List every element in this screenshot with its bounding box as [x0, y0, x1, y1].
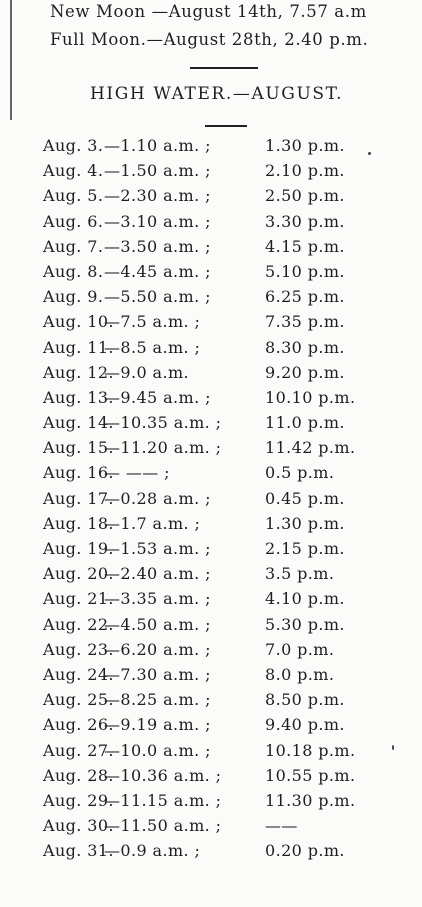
print-speck [368, 152, 371, 155]
section-divider [190, 67, 258, 69]
tide-date: Aug. 8. [43, 261, 104, 281]
tide-pm-time: 0.20 p.m. [265, 841, 345, 861]
tide-am-time: —1.7 a.m. ; [104, 513, 201, 533]
column-rule [10, 0, 12, 120]
tide-am-time: —8.5 a.m. ; [104, 337, 201, 357]
tide-am-time: —10.36 a.m. ; [104, 765, 222, 785]
tide-row [0, 816, 422, 841]
tide-row [0, 312, 422, 337]
tide-row [0, 338, 422, 363]
tide-date: Aug. 12. [43, 362, 114, 382]
tide-am-time: —7.5 a.m. ; [104, 312, 201, 332]
tide-pm-time: 3.30 p.m. [265, 211, 345, 231]
tide-date: Aug. 22. [43, 614, 114, 634]
tide-row [0, 741, 422, 766]
tide-date: Aug. 27. [43, 740, 114, 760]
high-water-heading: HIGH WATER.—AUGUST. [90, 84, 344, 104]
tide-pm-time: 11.30 p.m. [265, 790, 356, 810]
tide-am-time: —3.10 a.m. ; [104, 211, 211, 231]
tide-date: Aug. 9. [43, 287, 104, 307]
tide-am-time: —5.50 a.m. ; [104, 287, 211, 307]
tide-am-time: —7.30 a.m. ; [104, 664, 211, 684]
tide-am-time: —1.10 a.m. ; [104, 136, 211, 155]
tide-date: Aug. 6. [43, 211, 104, 231]
tide-am-time: —4.50 a.m. ; [104, 614, 211, 634]
tide-am-time: —2.40 a.m. ; [104, 564, 211, 584]
tide-row [0, 589, 422, 614]
tide-pm-time: 4.15 p.m. [265, 236, 345, 256]
tide-am-time: —11.50 a.m. ; [104, 816, 222, 836]
tide-date: Aug. 24. [43, 664, 114, 684]
tide-pm-time: 10.18 p.m. [265, 740, 356, 760]
tide-am-time: —9.0 a.m. [104, 362, 190, 382]
tide-row [0, 388, 422, 413]
tide-date: Aug. 5. [43, 186, 104, 206]
tide-row [0, 413, 422, 438]
tide-pm-time: 8.50 p.m. [265, 690, 345, 710]
tide-pm-time: 8.0 p.m. [265, 664, 335, 684]
tide-pm-time: 9.40 p.m. [265, 715, 345, 735]
tide-date: Aug. 31. [43, 841, 114, 861]
tide-row [0, 212, 422, 237]
tide-row [0, 665, 422, 690]
tide-pm-time: 7.35 p.m. [265, 312, 345, 332]
tide-pm-time: 5.10 p.m. [265, 261, 345, 281]
tide-pm-time: 9.20 p.m. [265, 362, 345, 382]
tide-date: Aug. 4. [43, 161, 104, 181]
tide-date: Aug. 19. [43, 539, 114, 558]
tide-row [0, 438, 422, 463]
tide-date: Aug. 10. [43, 312, 114, 332]
tide-date: Aug. 3. [43, 136, 104, 155]
tide-am-time: —1.50 a.m. ; [104, 161, 211, 181]
tide-row [0, 489, 422, 514]
tide-am-time: —2.30 a.m. ; [104, 186, 211, 206]
tide-row [0, 841, 422, 866]
tide-am-time: —10.35 a.m. ; [104, 413, 222, 433]
tide-row [0, 161, 422, 186]
tide-date: Aug. 17. [43, 488, 114, 508]
tide-am-time: —9.45 a.m. ; [104, 387, 211, 407]
tide-date: Aug. 21. [43, 589, 114, 609]
tide-am-time: —6.20 a.m. ; [104, 639, 211, 659]
tide-am-time: —10.0 a.m. ; [104, 740, 211, 760]
tide-row [0, 690, 422, 715]
tide-am-time: —9.19 a.m. ; [104, 715, 211, 735]
tide-pm-time: 7.0 p.m. [265, 639, 335, 659]
tide-pm-time: 3.5 p.m. [265, 564, 335, 584]
tide-row [0, 640, 422, 665]
tide-date: Aug. 16. [43, 463, 114, 483]
tide-pm-time: 2.15 p.m. [265, 539, 345, 558]
tide-pm-time: 4.10 p.m. [265, 589, 345, 609]
heading-divider [205, 125, 247, 127]
tide-pm-time: 1.30 p.m. [265, 513, 345, 533]
tide-row [0, 262, 422, 287]
tide-row [0, 715, 422, 740]
tide-pm-time: 10.10 p.m. [265, 387, 356, 407]
tide-am-time: —11.20 a.m. ; [104, 438, 222, 458]
tide-row [0, 615, 422, 640]
tide-pm-time: 2.10 p.m. [265, 161, 345, 181]
tide-date: Aug. 20. [43, 564, 114, 584]
tide-am-time: —8.25 a.m. ; [104, 690, 211, 710]
tide-row [0, 463, 422, 488]
tide-pm-time: 6.25 p.m. [265, 287, 345, 307]
tide-row [0, 539, 422, 564]
tide-pm-time: —— [265, 816, 298, 836]
tide-am-time: —0.28 a.m. ; [104, 488, 211, 508]
new-moon-line: New Moon —August 14th, 7.57 a.m [50, 2, 367, 21]
tide-date: Aug. 14. [43, 413, 114, 433]
full-moon-line: Full Moon.—August 28th, 2.40 p.m. [50, 30, 369, 49]
tide-am-time: —11.15 a.m. ; [104, 790, 222, 810]
tide-row [0, 237, 422, 262]
tide-row [0, 791, 422, 816]
tide-date: Aug. 15. [43, 438, 114, 458]
tide-am-time: —0.9 a.m. ; [104, 841, 201, 861]
tide-table [0, 136, 422, 866]
tide-pm-time: 5.30 p.m. [265, 614, 345, 634]
tide-pm-time: 11.42 p.m. [265, 438, 356, 458]
tide-row [0, 564, 422, 589]
tide-pm-time: 0.45 p.m. [265, 488, 345, 508]
print-speck [392, 745, 394, 750]
tide-pm-time: 10.55 p.m. [265, 765, 356, 785]
tide-pm-time: 2.50 p.m. [265, 186, 345, 206]
tide-am-time: —1.53 a.m. ; [104, 539, 211, 558]
tide-date: Aug. 30. [43, 816, 114, 836]
tide-row [0, 514, 422, 539]
tide-date: Aug. 13. [43, 387, 114, 407]
tide-date: Aug. 23. [43, 639, 114, 659]
tide-am-time: —3.50 a.m. ; [104, 236, 211, 256]
tide-row [0, 766, 422, 791]
tide-row [0, 136, 422, 161]
tide-row [0, 363, 422, 388]
tide-pm-time: 11.0 p.m. [265, 413, 345, 433]
tide-date: Aug. 11. [43, 337, 114, 357]
tide-pm-time: 0.5 p.m. [265, 463, 335, 483]
tide-am-time: —4.45 a.m. ; [104, 261, 211, 281]
tide-date: Aug. 18. [43, 513, 114, 533]
tide-row [0, 186, 422, 211]
tide-date: Aug. 26. [43, 715, 114, 735]
tide-date: Aug. 7. [43, 236, 104, 256]
tide-date: Aug. 28. [43, 765, 114, 785]
tide-pm-time: 8.30 p.m. [265, 337, 345, 357]
tide-date: Aug. 29. [43, 790, 114, 810]
tide-pm-time: 1.30 p.m. [265, 136, 345, 155]
tide-row [0, 287, 422, 312]
tide-am-time: —3.35 a.m. ; [104, 589, 211, 609]
tide-date: Aug. 25. [43, 690, 114, 710]
tide-am-time: — —— ; [104, 463, 170, 483]
